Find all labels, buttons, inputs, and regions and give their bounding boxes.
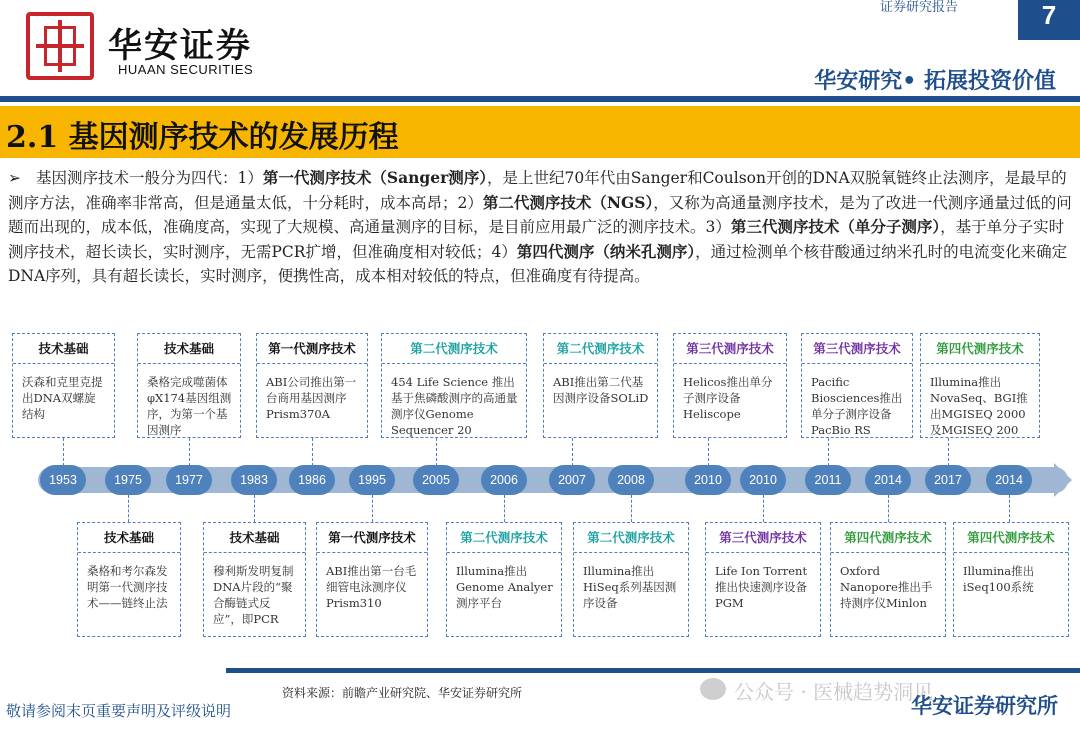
year-pill: 1977 [166, 465, 212, 495]
connector [436, 438, 437, 466]
connector [504, 495, 505, 522]
connector [254, 495, 255, 522]
timeline-arrow-icon [1054, 463, 1072, 497]
timeline-card-1986: 第一代测序技术 ABI公司推出第一台商用基因测序Prism370A [256, 333, 368, 438]
year-pill: 2011 [805, 465, 851, 495]
header-slogan: 华安研究• 拓展投资价值 [814, 69, 1056, 94]
page-number: 7 [1018, 0, 1080, 40]
timeline-card-1983: 技术基础 穆利斯发明复制DNA片段的“聚合酶链式反应”，即PCR [203, 522, 306, 637]
source-note: 资料来源：前瞻产业研究院、华安证券研究所 [282, 686, 523, 700]
connector [828, 438, 829, 466]
year-pill: 2010 [685, 465, 731, 495]
year-pill: 2010 [740, 465, 786, 495]
year-pill: 2014 [986, 465, 1032, 495]
timeline-card-1953: 技术基础 沃森和克里克提出DNA双螺旋结构 [12, 333, 115, 438]
report-type-label: 证券研究报告 [880, 0, 959, 14]
bullet-arrow-icon: ➢ [8, 169, 21, 187]
year-pill: 1995 [349, 465, 395, 495]
year-pill: 2005 [413, 465, 459, 495]
timeline-card-2014-nanopore: 第四代测序技术 Oxford Nanopore推出手持测序仪Minlon [830, 522, 946, 637]
connector [708, 438, 709, 466]
year-pill: 2014 [865, 465, 911, 495]
timeline-card-1995: 第一代测序技术 ABI推出第一台毛细管电泳测序仪Prism310 [316, 522, 428, 637]
disclaimer-link[interactable]: 敬请参阅末页重要声明及评级说明 [6, 702, 232, 720]
footer-divider [226, 668, 1080, 673]
connector [312, 438, 313, 466]
connector [128, 495, 129, 522]
year-pill: 1986 [289, 465, 335, 495]
year-pill: 1975 [105, 465, 151, 495]
timeline-card-2011: 第三代测序技术 Pacific Biosciences推出单分子测序设备PacBio RS [801, 333, 913, 438]
timeline-card-2010-helicos: 第三代测序技术 Helicos推出单分子测序设备Heliscope [673, 333, 787, 438]
connector [63, 438, 64, 466]
timeline-card-1977: 技术基础 桑格完成噬菌体φX174基因组测序，为第一个基因测序 [137, 333, 241, 438]
timeline-card-2008: 第二代测序技术 Illumina推出HiSeq系列基因测序设备 [573, 522, 689, 637]
timeline-card-2007: 第二代测序技术 ABI推出第二代基因测序设备SOLiD [543, 333, 658, 438]
wechat-icon [700, 678, 726, 700]
footer-brand: 华安证券研究所 [911, 694, 1058, 718]
timeline-card-2010-iontorrent: 第三代测序技术 Life Ion Torrent 推出快速测序设备PGM [705, 522, 821, 637]
company-logo-icon [26, 12, 94, 80]
year-pill: 1953 [40, 465, 86, 495]
connector [189, 438, 190, 466]
connector [572, 438, 573, 466]
year-pill: 2008 [608, 465, 654, 495]
timeline-card-2006: 第二代测序技术 Illumina推出Genome Analyer测序平台 [446, 522, 562, 637]
connector [1009, 495, 1010, 522]
timeline-card-2014-iseq: 第四代测序技术 Illumina推出iSeq100系统 [953, 522, 1069, 637]
year-pill: 2006 [481, 465, 527, 495]
year-pill: 2007 [549, 465, 595, 495]
header-divider [0, 96, 1080, 102]
connector [888, 495, 889, 522]
timeline-card-2017: 第四代测序技术 Illumina推出NovaSeq、BGI推出MGISEQ 2000及MGISEQ 200 [920, 333, 1040, 438]
timeline-card-2005: 第二代测序技术 454 Life Science 推出基于焦磷酸测序的高通量测序仪Genome Sequencer 20 [381, 333, 527, 438]
logo-chinese-name: 华安证券 [108, 26, 252, 66]
connector [372, 495, 373, 522]
connector [763, 495, 764, 522]
logo-english-name: HUAAN SECURITIES [118, 62, 254, 77]
timeline-card-1975: 技术基础 桑格和考尔森发明第一代测序技术——链终止法 [77, 522, 181, 637]
connector [631, 495, 632, 522]
year-pill: 1983 [231, 465, 277, 495]
year-pill: 2017 [925, 465, 971, 495]
connector [948, 438, 949, 466]
section-title: 2.1 基因测序技术的发展历程 [6, 120, 399, 155]
intro-paragraph: ➢ 基因测序技术一般分为四代：1）第一代测序技术（Sanger测序），是上世纪70年代由Sanger和Coulson开创的DNA双脱氧链终止法测序，是最早的测序方法，准确率非常高，但是通量太低，十分耗时，成本高昂；2）第二代测序技术（NGS），又称为高通量测序技术，是为了改进一代测序通量过低的问题而出现的，成本低，准确度高，实现了大规模、高通量测序的目标，是目前应用最广泛的测序技术。3）第三代测序技术（单分子测序），基于单分子实时测序技术，超长读长，实时测序，无需PCR扩增，但准确度相对较低；4）第四代测序（纳米孔测序），通过检测单个核苷酸通过纳米孔时的电流变化来确定DNA序列，具有超长读长，实时测序，便携性高，成本相对较低的特点，但准确度有待提高。 [8, 168, 1072, 285]
watermark-text: 公众号 · 医械趋势洞见 [734, 680, 934, 704]
